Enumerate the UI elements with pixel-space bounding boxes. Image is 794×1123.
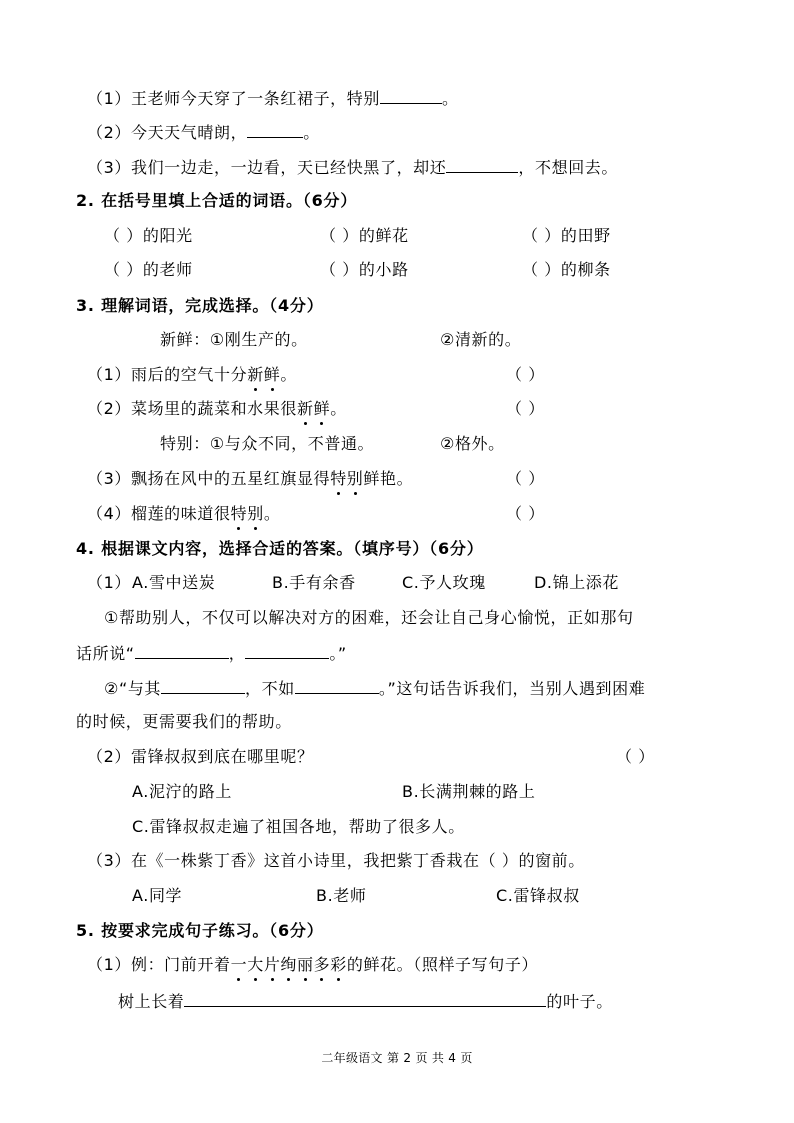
- answer-blank[interactable]: [446, 156, 518, 173]
- s1-q2: （2）今天天气晴朗， 。: [87, 123, 320, 142]
- section-3-heading: 3. 理解词语，完成选择。（4分）: [76, 296, 324, 315]
- s3-q3: （3）飘扬在风中的五星红旗显得特别鲜艳。: [87, 469, 414, 488]
- s4-paragraph-1-line1: ①帮助别人，不仅可以解决对方的困难，还会让自己身心愉悦，正如那句: [104, 608, 634, 627]
- s3-q2-answer-paren[interactable]: （ ）: [506, 399, 545, 418]
- s2-row1-item3[interactable]: （ ）的田野: [522, 226, 611, 245]
- s4-q2: （2）雷锋叔叔到底在哪里呢？: [87, 747, 314, 766]
- s4-paragraph-2-line2: 的时候，更需要我们的帮助。: [76, 712, 292, 731]
- s4-q2-option-b[interactable]: B.长满荆棘的路上: [402, 782, 536, 801]
- s4-q2-option-c[interactable]: C.雷锋叔叔走遍了祖国各地，帮助了很多人。: [132, 817, 465, 836]
- s1-q1: （1）王老师今天穿了一条红裙子，特别 。: [87, 89, 459, 108]
- s5-q1-example: （1）例：门前开着一大片绚丽多彩的鲜花。（照样子写句子）: [87, 955, 539, 974]
- section-2-heading: 2. 在括号里填上合适的词语。（6分）: [76, 191, 358, 210]
- s2-row1-item2[interactable]: （ ）的鲜花: [320, 226, 409, 245]
- s4-q1-label: （1）: [87, 573, 131, 592]
- s4-q3-option-c[interactable]: C.雷锋叔叔: [496, 886, 580, 905]
- s3-definition-2b: ②格外。: [440, 434, 505, 453]
- answer-blank[interactable]: [245, 642, 329, 659]
- s3-q1-answer-paren[interactable]: （ ）: [506, 365, 545, 384]
- s2-row2-item2[interactable]: （ ）的小路: [320, 260, 409, 279]
- answer-blank[interactable]: [380, 87, 442, 104]
- s3-definition-2a: 特别：①与众不同，不普通。: [160, 434, 375, 453]
- answer-blank[interactable]: [161, 677, 245, 694]
- s2-row1-item1[interactable]: （ ）的阳光: [104, 226, 193, 245]
- s2-row2-item3[interactable]: （ ）的柳条: [522, 260, 611, 279]
- section-4-heading: 4. 根据课文内容，选择合适的答案。（填序号）（6分）: [76, 539, 484, 558]
- answer-blank[interactable]: [295, 677, 379, 694]
- s3-definition-1b: ②清新的。: [440, 330, 522, 349]
- s4-q1-option-a[interactable]: A.雪中送炭: [132, 573, 216, 592]
- answer-blank[interactable]: [135, 642, 229, 659]
- s4-q2-option-a[interactable]: A.泥泞的路上: [132, 782, 232, 801]
- s4-q3-option-b[interactable]: B.老师: [316, 886, 367, 905]
- s4-q3-option-a[interactable]: A.同学: [132, 886, 183, 905]
- s1-q3: （3）我们一边走，一边看，天已经快黑了，却还 ，不想回去。: [87, 158, 618, 177]
- s4-q1-option-c[interactable]: C.予人玫瑰: [402, 573, 486, 592]
- answer-blank[interactable]: [184, 990, 546, 1007]
- s3-q4: （4）榴莲的味道很特别。: [87, 504, 281, 523]
- s4-q3: （3）在《一株紫丁香》这首小诗里，我把紫丁香栽在（ ）的窗前。: [87, 851, 585, 870]
- s4-paragraph-2-line1: ②“与其 ，不如 。”这句话告诉我们，当别人遇到困难: [104, 679, 646, 698]
- page-footer: 二年级语文 第 2 页 共 4 页: [321, 1051, 473, 1065]
- s3-definition-1a: 新鲜：①刚生产的。: [160, 330, 308, 349]
- s3-q4-answer-paren[interactable]: （ ）: [506, 504, 545, 523]
- answer-blank[interactable]: [247, 121, 303, 138]
- s3-q3-answer-paren[interactable]: （ ）: [506, 469, 545, 488]
- s4-q1-option-b[interactable]: B.手有余香: [272, 573, 356, 592]
- s5-q1-answer-line: 树上长着 的叶子。: [118, 992, 613, 1011]
- section-5-heading: 5. 按要求完成句子练习。（6分）: [76, 921, 324, 940]
- s3-q2: （2）菜场里的蔬菜和水果很新鲜。: [87, 399, 347, 418]
- s4-q1-option-d[interactable]: D.锦上添花: [534, 573, 620, 592]
- s4-q2-answer-paren[interactable]: （ ）: [616, 747, 655, 766]
- s3-q1: （1）雨后的空气十分新鲜。: [87, 365, 298, 384]
- s4-paragraph-1-line2: 话所说“ ， 。”: [76, 644, 347, 663]
- s2-row2-item1[interactable]: （ ）的老师: [104, 260, 193, 279]
